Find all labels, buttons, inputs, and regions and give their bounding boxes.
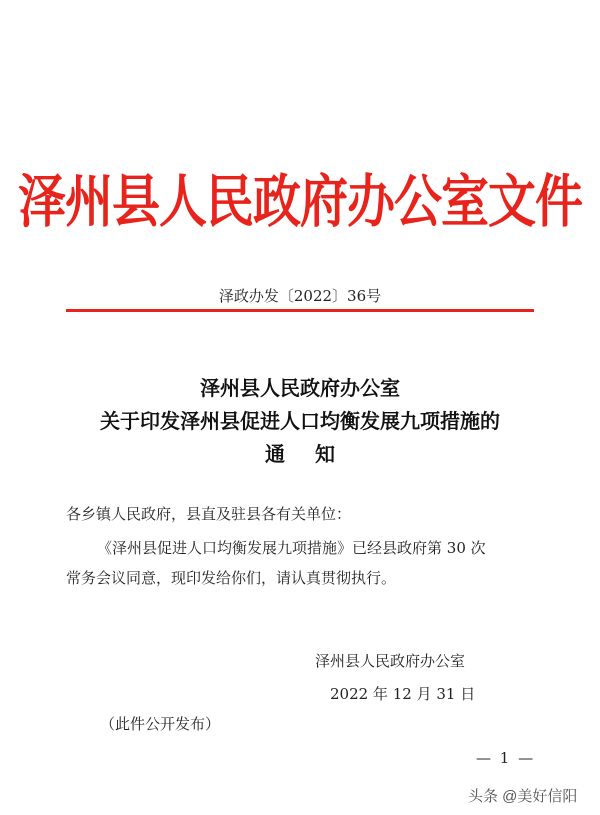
page-number: — 1 — — [476, 749, 536, 767]
greeting: 各乡镇人民政府，县直及驻县各有关单位： — [66, 505, 352, 523]
notice-title-line3: 通知 — [265, 442, 365, 466]
disclosure-note: （此件公开发布） — [100, 715, 221, 733]
source-watermark: 头条 @美好信阳 — [468, 788, 578, 805]
issue-date: 2022 年 12 月 31 日 — [330, 685, 476, 703]
notice-title-line1: 泽州县人民政府办公室 — [200, 376, 400, 400]
body-paragraph-line2: 常务会议同意，现印发给你们，请认真贯彻执行。 — [66, 569, 397, 587]
notice-title-line2: 关于印发泽州县促进人口均衡发展九项措施的 — [100, 409, 500, 433]
issuer-signature: 泽州县人民政府办公室 — [315, 652, 466, 670]
masthead-title: 泽州县人民政府办公室文件 — [17, 168, 582, 236]
document-number: 泽政办发〔2022〕36号 — [218, 287, 382, 305]
red-separator-line — [66, 309, 534, 312]
body-paragraph-line1: 《泽州县促进人口均衡发展九项措施》已经县政府第 30 次 — [97, 539, 486, 557]
